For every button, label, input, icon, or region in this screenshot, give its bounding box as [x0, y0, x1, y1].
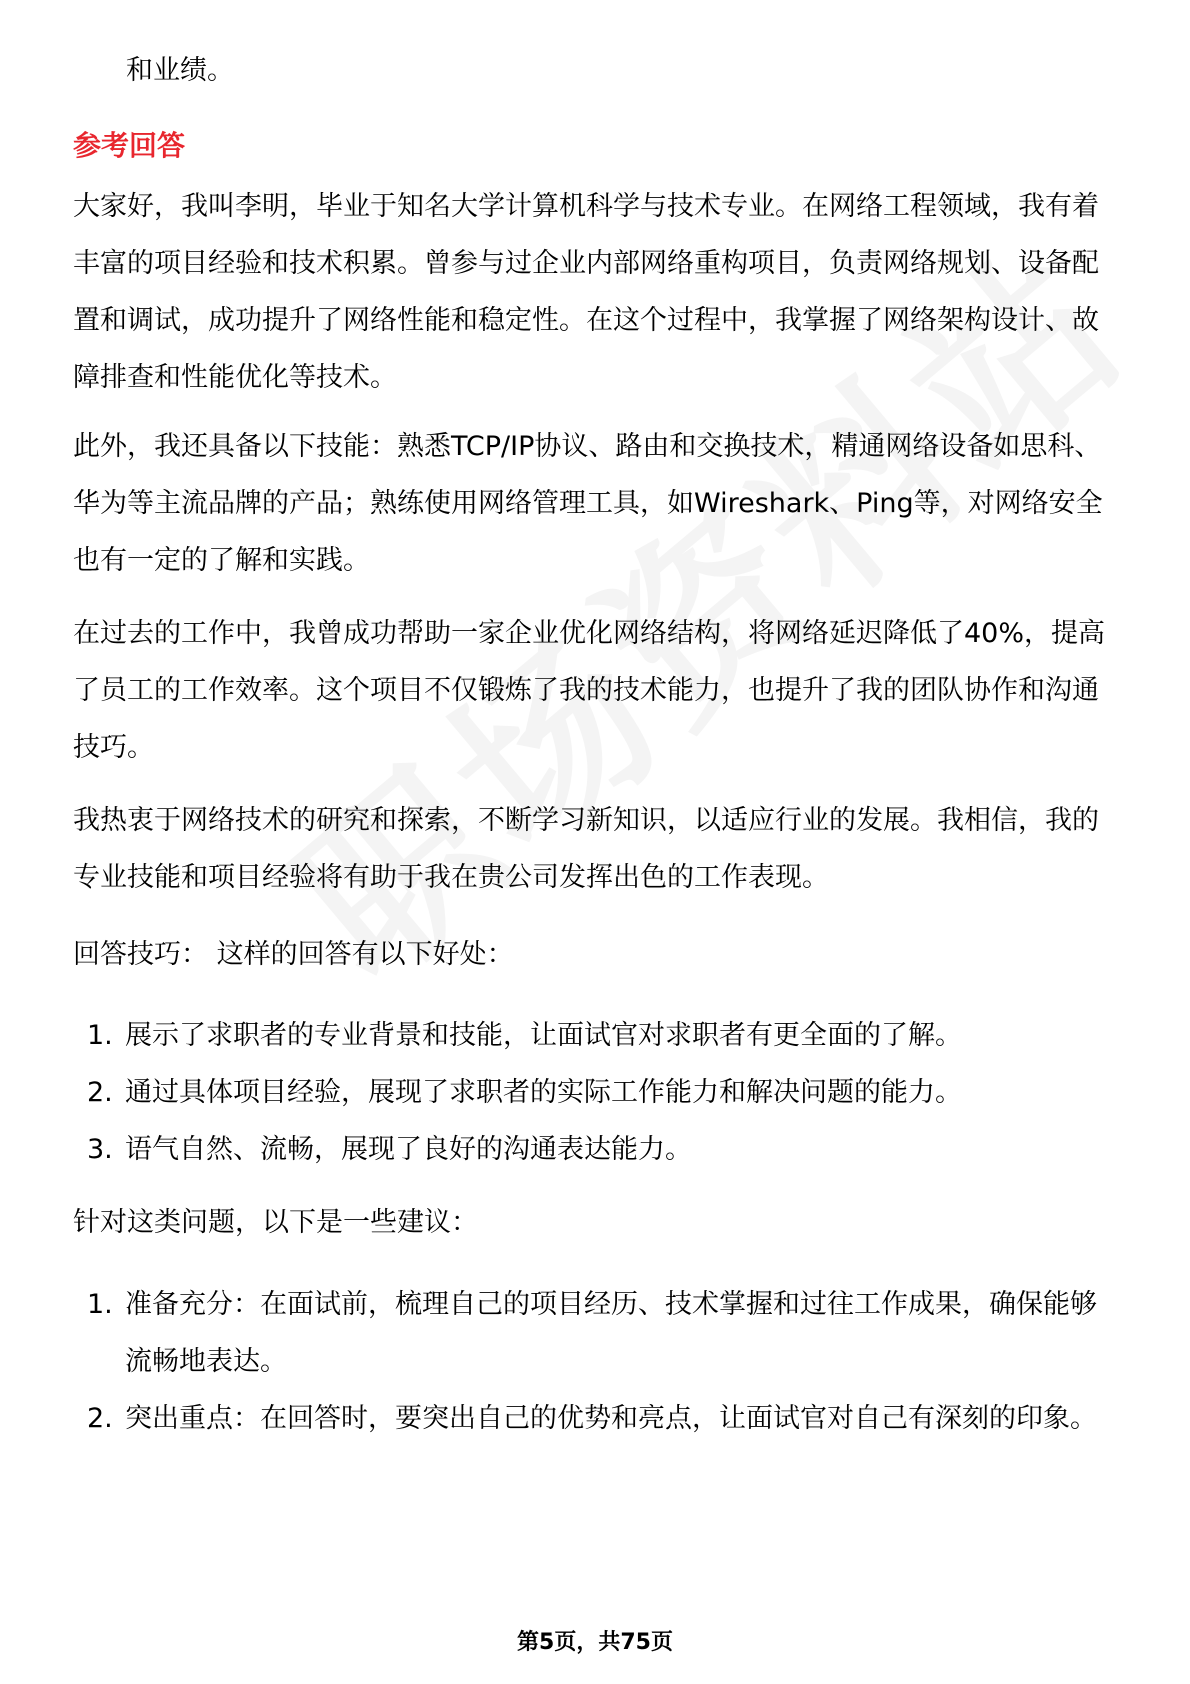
list-item: [73, 1064, 1118, 1121]
list-number: 2.: [87, 1403, 113, 1434]
list-number: 3.: [87, 1134, 113, 1165]
list-item-text: 通过具体项目经验，展现了求职者的实际工作能力和解决问题的能力。: [125, 1077, 962, 1108]
advice-intro: 针对这类问题，以下是一些建议：: [73, 1207, 478, 1238]
advice-list: [73, 1276, 1118, 1447]
list-item-text: 语气自然、流畅，展现了良好的沟通表达能力。: [125, 1134, 692, 1165]
list-item-text: 展示了求职者的专业背景和技能，让面试官对求职者有更全面的了解。: [125, 1020, 962, 1051]
page-number: 第5页，共75页: [517, 1630, 673, 1655]
list-item: [73, 1121, 1118, 1178]
paragraph-intro: 大家好，我叫李明，毕业于知名大学计算机科学与技术专业。在网络工程领域，我有着丰富的项目经验和技术积累。曾参与过企业内部网络重构项目，负责网络规划、设备配置和调试，成功提升了网络性能和稳定性。在这个过程中，我掌握了网络架构设计、故障排查和性能优化等技术。: [73, 191, 1099, 393]
tips-intro: 回答技巧： 这样的回答有以下好处：: [73, 939, 514, 970]
paragraph-closing: 我热衷于网络技术的研究和探索，不断学习新知识，以适应行业的发展。我相信，我的专业技能和项目经验将有助于我在贵公司发挥出色的工作表现。: [73, 805, 1099, 893]
continued-text: 和业绩。: [126, 55, 234, 86]
paragraph-achievement: 在过去的工作中，我曾成功帮助一家企业优化网络结构，将网络延迟降低了40%，提高了员工的工作效率。这个项目不仅锻炼了我的技术能力，也提升了我的团队协作和沟通技巧。: [73, 618, 1106, 763]
tips-list: [73, 1007, 1118, 1178]
list-item: [73, 1276, 1118, 1390]
list-item: [73, 1007, 1118, 1064]
list-item: [73, 1390, 1118, 1447]
list-item-text: 准备充分：在面试前，梳理自己的项目经历、技术掌握和过往工作成果，确保能够流畅地表达。: [125, 1289, 1097, 1377]
section-title: 参考回答: [73, 129, 186, 162]
list-number: 1.: [87, 1289, 113, 1320]
paragraph-skills: 此外，我还具备以下技能：熟悉TCP/IP协议、路由和交换技术，精通网络设备如思科、华为等主流品牌的产品；熟练使用网络管理工具，如Wireshark、Ping等，对网络安全也有一定的了解和实践。: [73, 431, 1103, 576]
list-item-text: 突出重点：在回答时，要突出自己的优势和亮点，让面试官对自己有深刻的印象。: [125, 1403, 1097, 1434]
list-number: 2.: [87, 1077, 113, 1108]
list-number: 1.: [87, 1020, 113, 1051]
